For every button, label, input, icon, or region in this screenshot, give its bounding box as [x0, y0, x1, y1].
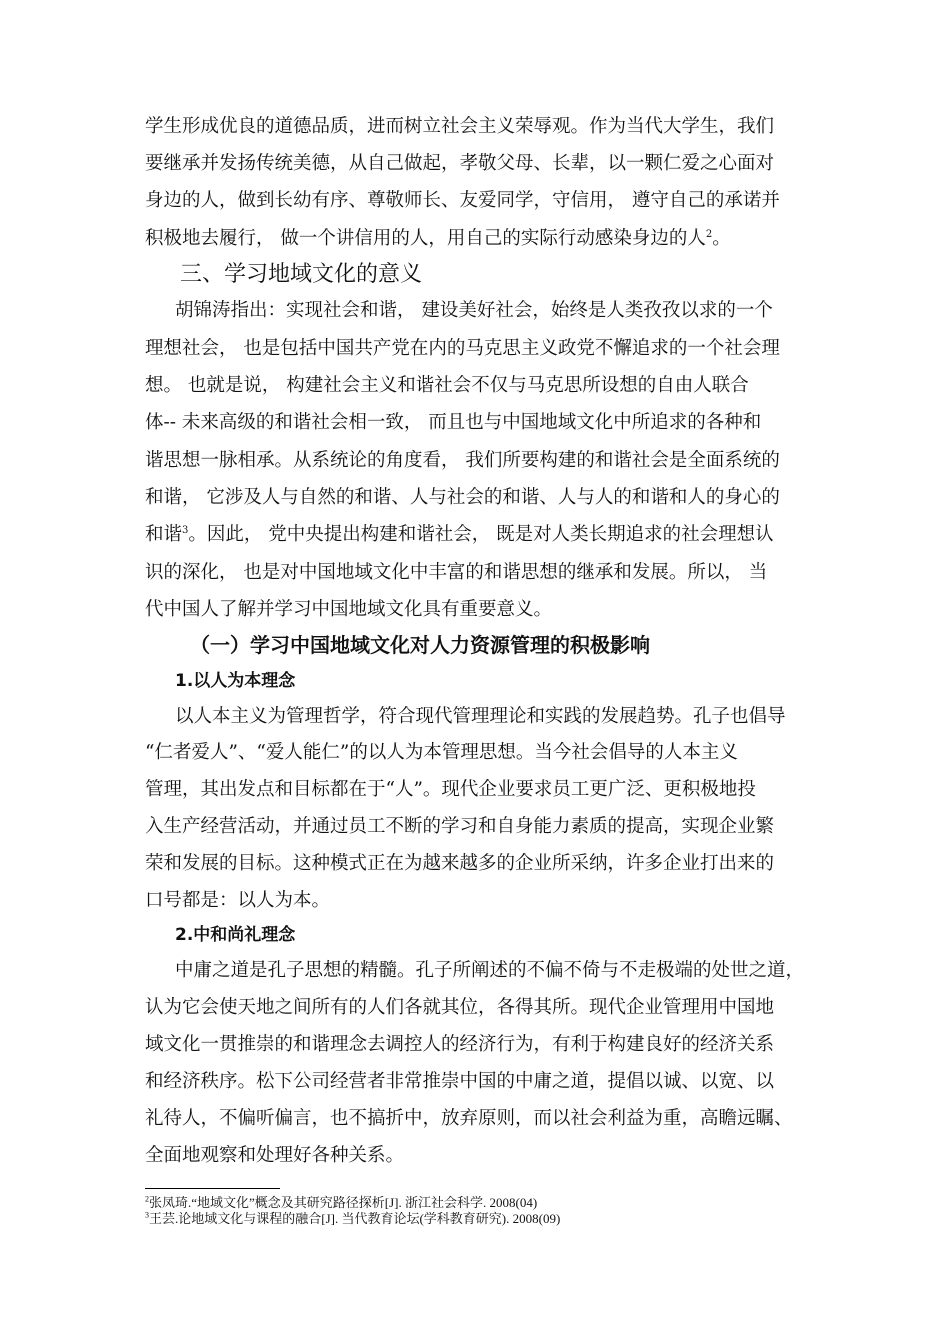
paragraph-line: 学生形成优良的道德品质，进而树立社会主义荣辱观。作为当代大学生，我们	[145, 116, 775, 137]
line-text: 。因此， 党中央提出构建和谐社会， 既是对人类长期追求的社会理想认	[188, 524, 774, 545]
paragraph-line: 口号都是：以人为本。	[145, 890, 331, 911]
footnote-ref-2: 2	[705, 228, 713, 240]
paragraph-line: 荣和发展的目标。这种模式正在为越来越多的企业所采纳，许多企业打出来的	[145, 853, 775, 874]
paragraph-line: 域文化一贯推崇的和谐理念去调控人的经济行为，有利于构建良好的经济关系	[145, 1034, 775, 1055]
paragraph-line: 礼待人，不偏听偏言，也不搞折中，放弃原则，而以社会利益为重，高瞻远瞩、	[145, 1108, 793, 1129]
paragraph-line: 想。 也就是说， 构建社会主义和谐社会不仅与马克思所设想的自由人联合	[145, 375, 749, 396]
paragraph-line: 和经济秩序。松下公司经营者非常推崇中国的中庸之道，提倡以诚、以宽、以	[145, 1071, 775, 1092]
paragraph-line: 体-- 未来高级的和谐社会相一致， 而且也与中国地域文化中所追求的各种和	[145, 412, 762, 433]
footnote-mark: 2	[145, 1194, 149, 1204]
paragraph-line: 理想社会， 也是包括中国共产党在内的马克思主义政党不懈追求的一个社会理	[145, 338, 780, 359]
paragraph-line: 以人本主义为管理哲学，符合现代管理理论和实践的发展趋势。孔子也倡导	[175, 706, 786, 727]
footnote-mark: 3	[145, 1210, 149, 1220]
footnote-3	[145, 1211, 560, 1227]
paragraph-line	[145, 522, 774, 548]
paragraph-line: 要继承并发扬传统美德，从自己做起，孝敬父母、长辈，以一颗仁爱之心面对	[145, 153, 775, 174]
paragraph-line: 谐思想一脉相承。从系统论的角度看， 我们所要构建的和谐社会是全面系统的	[145, 450, 780, 471]
paragraph-line: 识的深化， 也是对中国地域文化中丰富的和谐思想的继承和发展。所以， 当	[145, 562, 768, 583]
paragraph-line: 和谐， 它涉及人与自然的和谐、人与社会的和谐、人与人的和谐和人的身心的	[145, 487, 780, 508]
line-punct: 。	[712, 228, 731, 249]
paragraph-line: 入生产经营活动，并通过员工不断的学习和自身能力素质的提高，实现企业繁	[145, 816, 775, 837]
paragraph-line: 代中国人了解并学习中国地域文化具有重要意义。	[145, 599, 553, 620]
paragraph-line: 胡锦涛指出：实现社会和谐， 建设美好社会，始终是人类孜孜以求的一个	[175, 300, 773, 321]
paragraph-line: 认为它会使天地之间所有的人们各就其位，各得其所。现代企业管理用中国地	[145, 997, 775, 1018]
paragraph-line: 中庸之道是孔子思想的精髓。孔子所阐述的不偏不倚与不走极端的处世之道，	[175, 960, 805, 981]
line-text: 积极地去履行， 做一个讲信用的人，用自己的实际行动感染身边的人	[145, 228, 706, 249]
paragraph-line: 管理，其出发点和目标都在于“人”。现代企业要求员工更广泛、更积极地投	[145, 779, 756, 800]
paragraph-line: “仁者爱人”、“爱人能仁”的以人为本管理思想。当今社会倡导的人本主义	[145, 742, 738, 763]
item-heading: 2.中和尚礼理念	[175, 925, 296, 945]
section-heading: 三、学习地域文化的意义	[180, 262, 423, 287]
subsection-heading: （一）学习中国地域文化对人力资源管理的积极影响	[190, 633, 650, 657]
footnote-separator	[145, 1188, 280, 1189]
line-text: 和谐	[145, 524, 183, 545]
footnote-ref-3: 3	[182, 524, 189, 536]
footnote-text: 王芸.论地域文化与课程的融合[J]. 当代教育论坛(学科教育研究). 2008(09)	[149, 1211, 561, 1226]
paragraph-line: 身边的人，做到长幼有序、尊敬师长、友爱同学，守信用， 遵守自己的承诺并	[145, 190, 780, 211]
paragraph-line: 全面地观察和处理好各种关系。	[145, 1145, 405, 1166]
item-heading: 1.以人为本理念	[175, 671, 296, 691]
footnote-2	[145, 1195, 537, 1211]
paragraph-line	[145, 226, 731, 252]
footnote-text: 张凤琦.“地域文化”概念及其研究路径探析[J]. 浙江社会科学. 2008(04)	[149, 1195, 538, 1210]
